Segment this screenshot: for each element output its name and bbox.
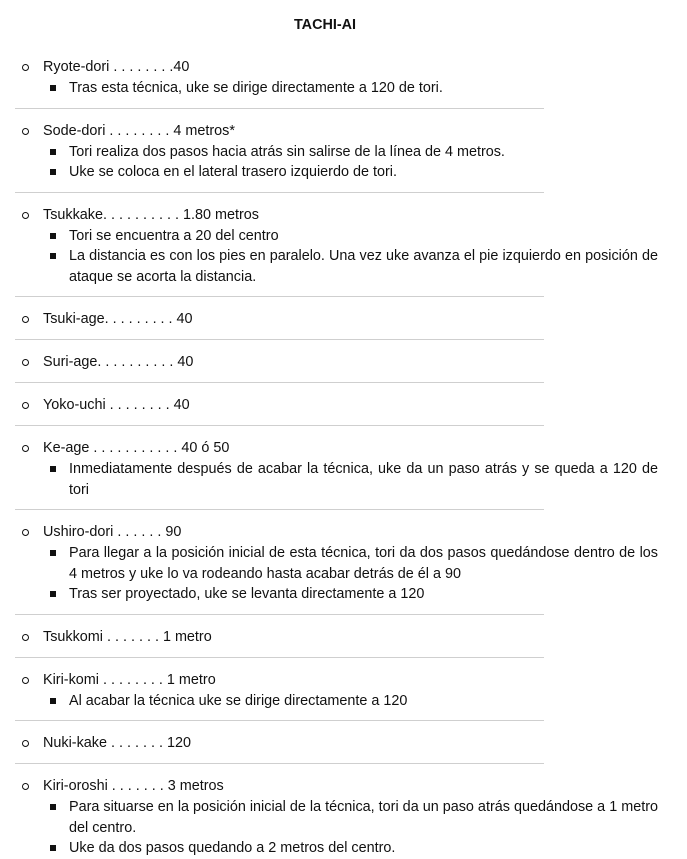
square-bullet-icon <box>50 233 56 239</box>
technique-note-text: La distancia es con los pies en paralelo. Una vez uke avanza el pie izquierdo en posición de ataque se acorta la distancia. <box>69 248 658 285</box>
technique-note <box>0 584 687 605</box>
circle-bullet-icon <box>22 445 29 452</box>
technique-note-text: Inmediatamente después de acabar la técnica, uke da un paso atrás y se queda a 120 de tori <box>69 461 658 498</box>
entry-separator <box>15 425 544 426</box>
technique-heading <box>0 121 687 142</box>
circle-bullet-icon <box>22 64 29 71</box>
entry-separator <box>15 720 544 721</box>
entry-separator <box>15 296 544 297</box>
technique-note-text: Tras ser proyectado, uke se levanta directamente a 120 <box>69 586 425 602</box>
square-bullet-icon <box>50 169 56 175</box>
technique-notes <box>0 543 687 605</box>
technique-note-text: Uke se coloca en el lateral trasero izquierdo de tori. <box>69 164 397 180</box>
technique-note-text: Tori realiza dos pasos hacia atrás sin salirse de la línea de 4 metros. <box>69 143 505 160</box>
technique-heading <box>0 395 687 416</box>
technique-label: Ke-age . . . . . . . . . . . 40 ó 50 <box>43 440 230 456</box>
technique-label: Sode-dori . . . . . . . . 4 metros* <box>43 122 235 139</box>
technique-heading <box>0 733 687 754</box>
technique-heading <box>0 776 687 797</box>
technique-heading <box>0 627 687 648</box>
technique-heading <box>0 205 687 226</box>
technique-notes <box>0 142 687 183</box>
technique-entry <box>0 776 687 859</box>
entry-separator <box>15 339 544 340</box>
circle-bullet-icon <box>22 677 29 684</box>
technique-entry <box>0 57 687 109</box>
technique-heading <box>0 57 687 78</box>
entry-separator <box>15 192 544 193</box>
technique-entry <box>0 670 687 722</box>
technique-note <box>0 142 687 163</box>
technique-note <box>0 226 687 247</box>
square-bullet-icon <box>50 149 56 155</box>
entry-separator <box>15 763 544 764</box>
technique-label: Suri-age. . . . . . . . . . 40 <box>43 354 194 370</box>
circle-bullet-icon <box>22 359 29 366</box>
circle-bullet-icon <box>22 316 29 323</box>
technique-entry <box>0 121 687 193</box>
circle-bullet-icon <box>22 634 29 641</box>
technique-heading <box>0 438 687 459</box>
technique-label: Tsukkomi . . . . . . . 1 metro <box>43 628 212 645</box>
technique-label: Ryote-dori . . . . . . . .40 <box>43 59 190 75</box>
technique-list <box>0 57 687 859</box>
entry-separator <box>15 509 544 510</box>
technique-note-text: Al acabar la técnica uke se dirige directamente a 120 <box>69 692 408 709</box>
technique-notes <box>0 797 687 859</box>
technique-entry <box>0 205 687 298</box>
technique-entry <box>0 438 687 510</box>
technique-entry <box>0 352 687 383</box>
circle-bullet-icon <box>22 402 29 409</box>
square-bullet-icon <box>50 85 56 91</box>
technique-note <box>0 459 687 500</box>
technique-heading <box>0 309 687 330</box>
technique-label: Kiri-komi . . . . . . . . 1 metro <box>43 671 216 688</box>
technique-note-text: Para situarse en la posición inicial de la técnica, tori da un paso atrás quedándose a 1 metro del centro. <box>69 799 658 836</box>
technique-entry <box>0 522 687 615</box>
technique-notes <box>0 226 687 288</box>
page-title: TACHI-AI <box>293 17 357 33</box>
technique-notes <box>0 691 687 712</box>
technique-entry <box>0 395 687 426</box>
circle-bullet-icon <box>22 740 29 747</box>
technique-note-text: Uke da dos pasos quedando a 2 metros del centro. <box>69 840 396 856</box>
technique-note <box>0 797 687 838</box>
technique-notes <box>0 78 687 99</box>
technique-heading <box>0 352 687 373</box>
technique-entry <box>0 627 687 658</box>
circle-bullet-icon <box>22 212 29 219</box>
technique-notes <box>0 459 687 500</box>
technique-note-text: Tras esta técnica, uke se dirige directamente a 120 de tori. <box>69 80 443 96</box>
technique-label: Ushiro-dori . . . . . . 90 <box>43 524 182 540</box>
square-bullet-icon <box>50 804 56 810</box>
technique-label: Nuki-kake . . . . . . . 120 <box>43 735 191 751</box>
technique-heading <box>0 670 687 691</box>
entry-separator <box>15 614 544 615</box>
square-bullet-icon <box>50 550 56 556</box>
technique-entry <box>0 309 687 340</box>
circle-bullet-icon <box>22 529 29 536</box>
entry-separator <box>15 108 544 109</box>
technique-entry <box>0 733 687 764</box>
circle-bullet-icon <box>22 128 29 135</box>
technique-note <box>0 78 687 99</box>
square-bullet-icon <box>50 698 56 704</box>
technique-note <box>0 246 687 287</box>
entry-separator <box>15 657 544 658</box>
circle-bullet-icon <box>22 783 29 790</box>
technique-note <box>0 691 687 712</box>
square-bullet-icon <box>50 591 56 597</box>
technique-label: Yoko-uchi . . . . . . . . 40 <box>43 397 190 413</box>
technique-label: Kiri-oroshi . . . . . . . 3 metros <box>43 778 224 794</box>
entry-separator <box>15 382 544 383</box>
technique-note-text: Tori se encuentra a 20 del centro <box>69 227 279 244</box>
technique-note <box>0 543 687 584</box>
technique-label: Tsuki-age. . . . . . . . . 40 <box>43 311 193 327</box>
technique-label: Tsukkake. . . . . . . . . . 1.80 metros <box>43 206 259 223</box>
technique-note-text: Para llegar a la posición inicial de esta técnica, tori da dos pasos quedándose dentro de los 4 metros y uke lo va rodeando hasta acabar detrás de él a 90 <box>69 545 658 582</box>
technique-note <box>0 162 687 183</box>
square-bullet-icon <box>50 845 56 851</box>
technique-note <box>0 838 687 859</box>
square-bullet-icon <box>50 253 56 259</box>
technique-heading <box>0 522 687 543</box>
square-bullet-icon <box>50 466 56 472</box>
